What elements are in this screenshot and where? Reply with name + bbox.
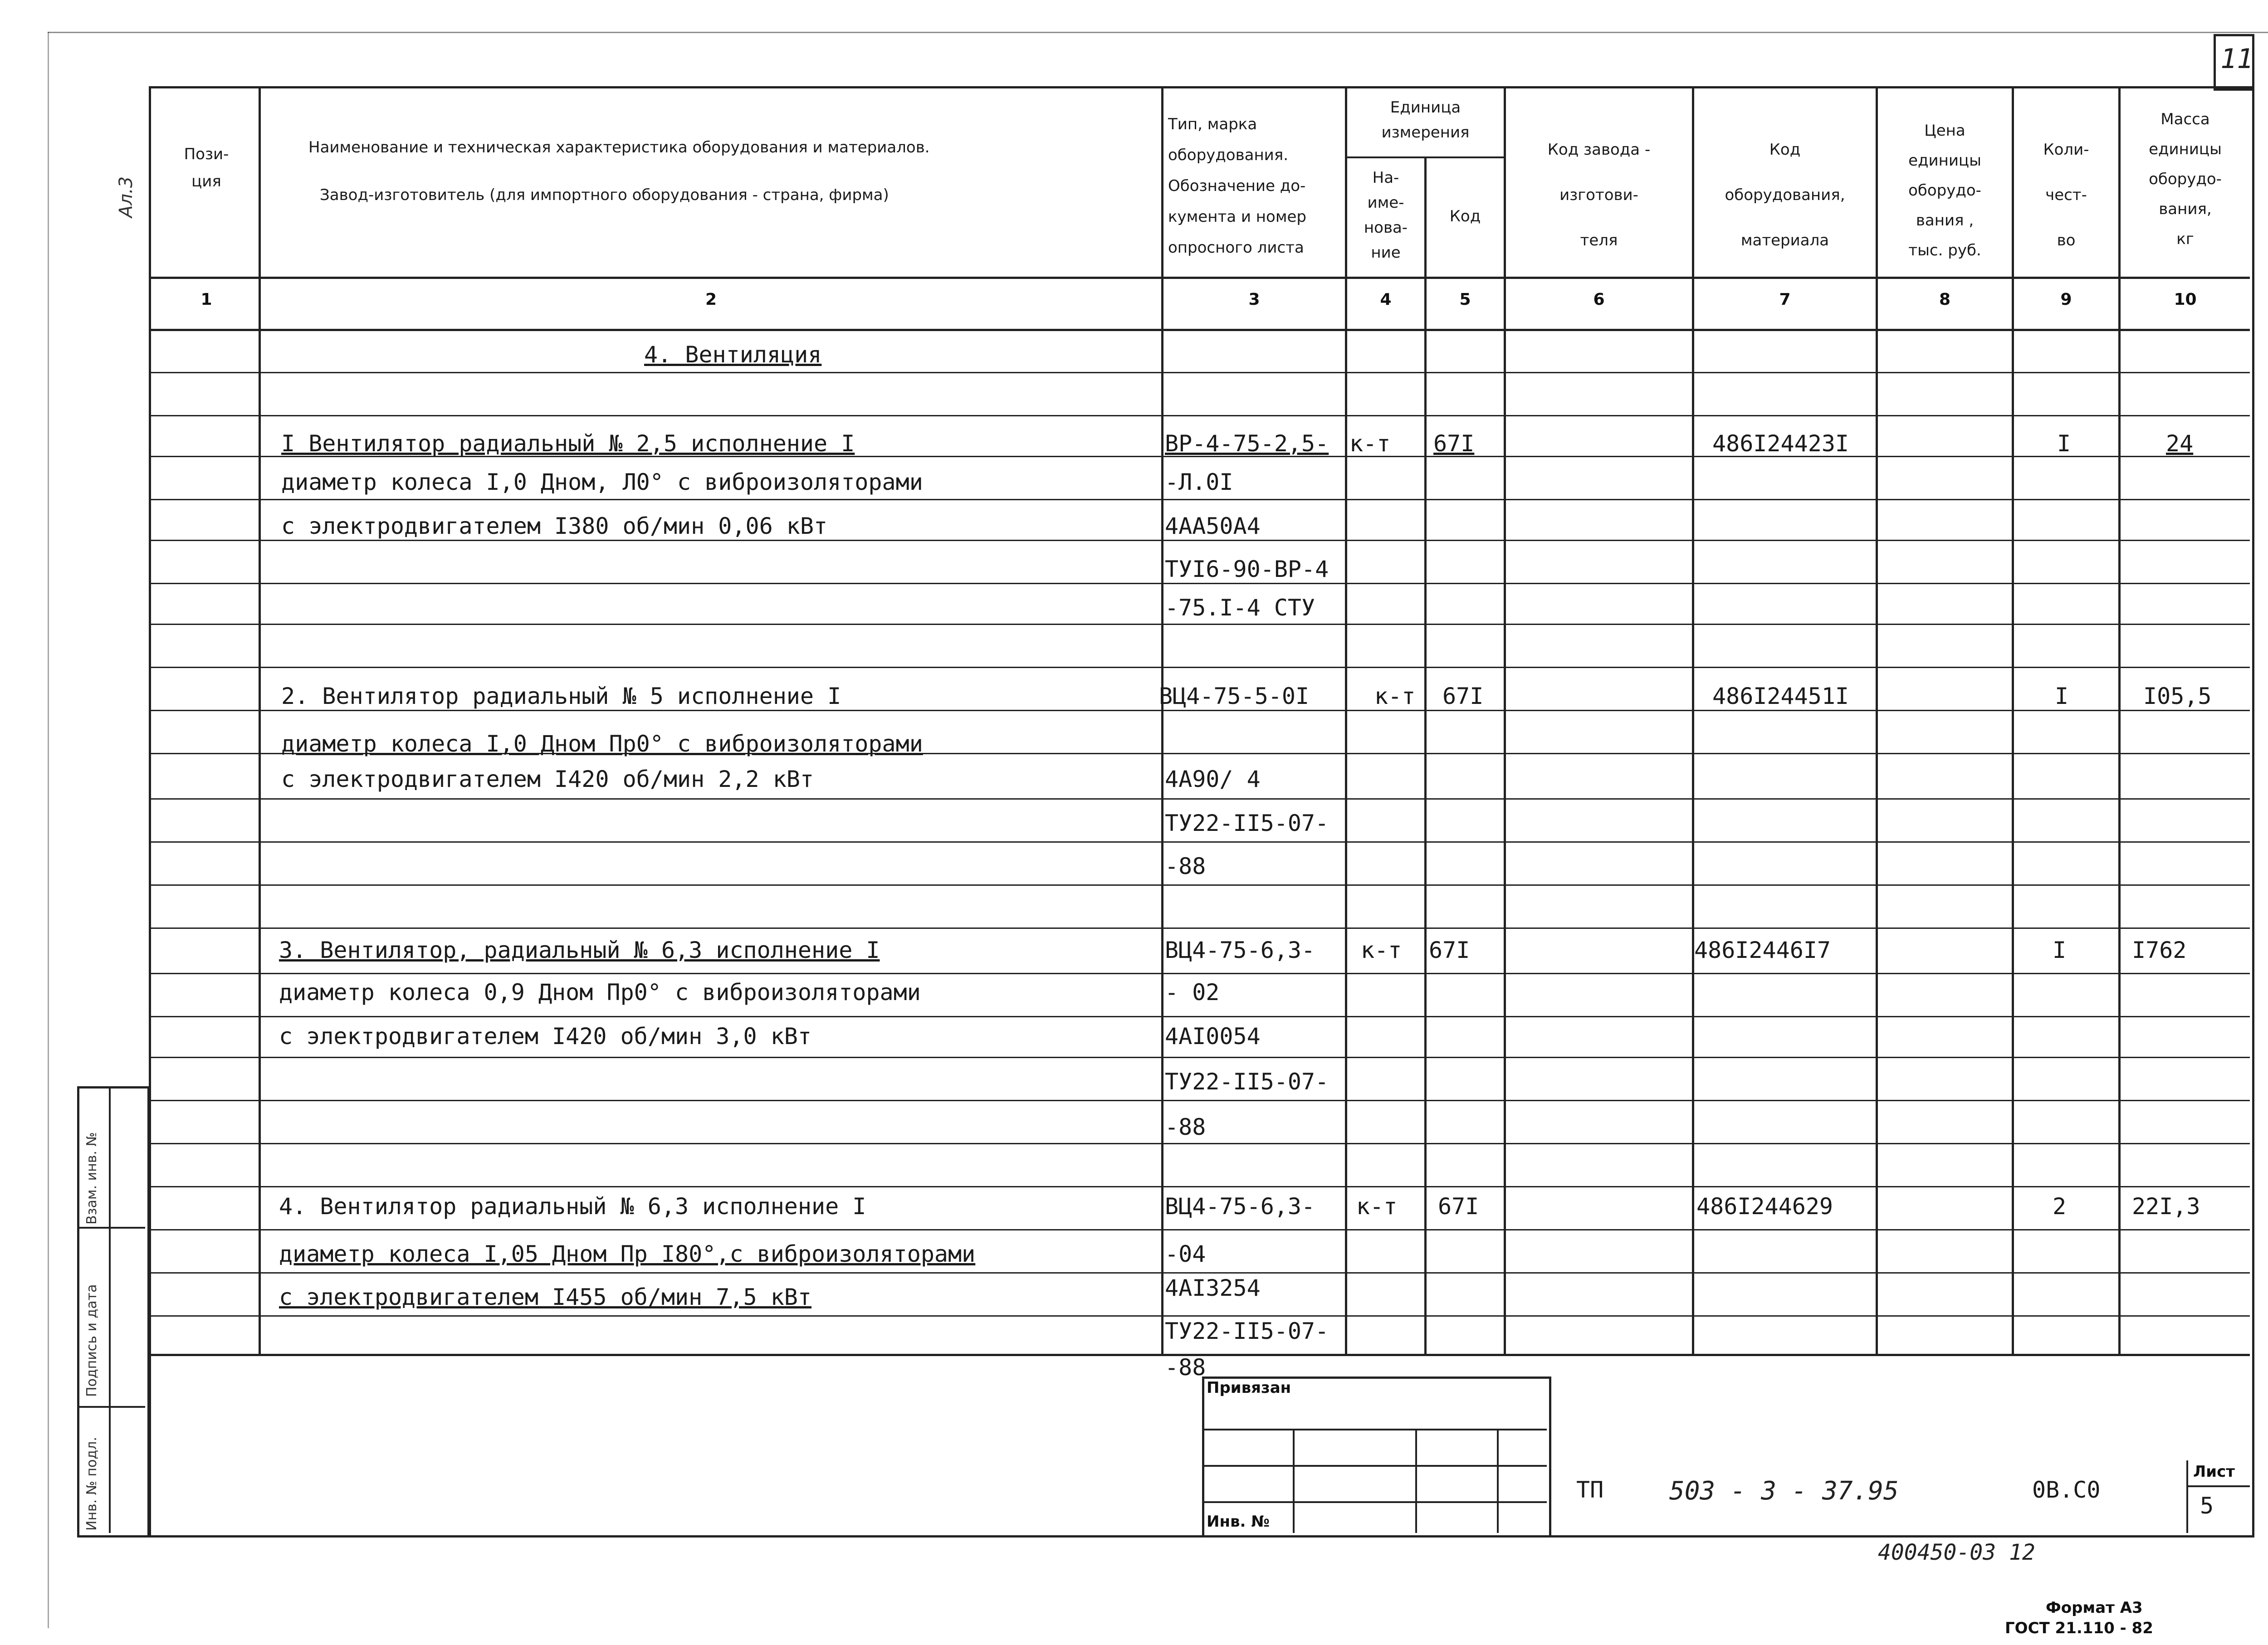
row-separator [149, 1272, 2250, 1274]
item-unit: к-т [1356, 1193, 1398, 1220]
item-type-line: 4АI3254 [1165, 1275, 1261, 1301]
item-type-line: -88 [1165, 1354, 1206, 1381]
item-text-line: с электродвигателем I420 об/мин 3,0 кВт [279, 1023, 811, 1049]
header-col7: Код оборудования, материала [1725, 141, 1845, 249]
item-type-line: ТУ22-II5-07- [1165, 1318, 1329, 1344]
row-separator [149, 710, 2250, 711]
header-col2-line2: Завод-изготовитель (для импортного оборудования - страна, фирма) [320, 186, 889, 204]
item-text-line: 4. Вентилятор радиальный № 6,3 исполнение I [279, 1193, 866, 1220]
header-unit-group: Единица измерения [1381, 98, 1470, 142]
item-qty: I [2055, 683, 2069, 709]
item-text-line: I Вентилятор радиальный № 2,5 исполнение I [281, 430, 855, 457]
format-label: Формат А3 [2046, 1599, 2143, 1617]
side-label-top: Ал.3 [116, 176, 137, 218]
side-stamp-sep2 [77, 1406, 145, 1408]
row-separator [149, 927, 2250, 929]
stamp-doc-number: 503 - 3 - 37.95 [1669, 1476, 1899, 1506]
row-separator [149, 1016, 2250, 1017]
item-type-line: -Л.0I [1165, 469, 1233, 495]
top-edge [48, 32, 2268, 33]
item-type-line: -75.I-4 СТУ [1165, 595, 1315, 621]
column-number-10: 10 [2174, 290, 2197, 309]
header-col10: Масса единицы оборудо- вания, кг [2149, 110, 2222, 248]
item-qty: I [2053, 937, 2067, 963]
item-unit-code: 67I [1429, 937, 1470, 963]
item-type-line: -88 [1165, 1114, 1206, 1140]
column-number-5: 5 [1459, 290, 1471, 309]
column-number-9: 9 [2060, 290, 2072, 309]
item-text-line: с электродвигателем I420 об/мин 2,2 кВт [281, 766, 814, 792]
stamp-sheet-number: 5 [2200, 1493, 2214, 1519]
column-number-2: 2 [705, 290, 717, 309]
stamp-mark: 0В.С0 [2032, 1477, 2101, 1503]
header-col1: Пози- ция [184, 145, 229, 190]
item-type-line: -04 [1165, 1241, 1206, 1267]
side-label-inv-podl: Инв. № подл. [84, 1437, 100, 1531]
row-separator [149, 667, 2250, 668]
item-unit-code: 67I [1438, 1193, 1479, 1220]
column-number-8: 8 [1939, 290, 1951, 309]
row-separator [149, 798, 2250, 800]
binding-line [48, 32, 49, 1628]
header-col6: Код завода - изготови- теля [1547, 141, 1651, 249]
header-col3: Тип, марка оборудования. Обозначение до- кумента и номер опросного листа [1168, 115, 1306, 257]
side-stamp-divider [109, 1086, 111, 1533]
column-number-4: 4 [1380, 290, 1392, 309]
side-label-inv-zam: Взам. инв. № [84, 1132, 100, 1225]
stamp-sheet-label: Лист [2193, 1463, 2235, 1481]
row-separator [149, 415, 2250, 416]
side-label-sign-date: Подпись и дата [84, 1284, 100, 1397]
row-separator [149, 1229, 2250, 1230]
item-text-line: диаметр колеса I,0 Дном, Л0° с виброизоляторами [281, 469, 923, 495]
header-col2-line1: Наименование и техническая характеристика оборудования и материалов. [308, 138, 930, 156]
item-equip-code: 486I24423I [1712, 430, 1849, 457]
row-separator [149, 1100, 2250, 1101]
item-unit: к-т [1349, 430, 1391, 457]
header-col9: Коли- чест- во [2043, 141, 2089, 249]
row-separator [149, 499, 2250, 500]
row-separator [149, 884, 2250, 886]
item-text-line: диаметр колеса 0,9 Дном Пр0° с виброизоляторами [279, 979, 921, 1006]
stamp-tp: ТП [1576, 1477, 1604, 1503]
item-type-line: -88 [1165, 853, 1206, 879]
item-type-line: ТУI6-90-ВР-4 [1165, 556, 1329, 582]
row-separator [149, 1186, 2250, 1187]
item-type-line: - 02 [1165, 979, 1220, 1006]
item-type-line: ВЦ4-75-6,3- [1165, 937, 1315, 963]
row-separator [149, 540, 2250, 541]
item-text-line: 2. Вентилятор радиальный № 5 исполнение I [281, 683, 841, 709]
item-unit-code: 67I [1442, 683, 1484, 709]
item-type-line: 4А90/ 4 [1165, 766, 1261, 792]
item-text-line: диаметр колеса I,0 Дном Пр0° с виброизоляторами [281, 731, 923, 757]
item-unit-code: 67I [1433, 430, 1475, 457]
column-number-6: 6 [1593, 290, 1605, 309]
item-text-line: с электродвигателем I380 об/мин 0,06 кВт [281, 513, 828, 539]
row-separator [149, 372, 2250, 373]
row-separator [149, 841, 2250, 843]
item-type-line: 4АI0054 [1165, 1023, 1261, 1049]
item-type-line: ВЦ4-75-5-0I [1159, 683, 1310, 709]
row-separator [149, 973, 2250, 974]
item-type-line: ТУ22-II5-07- [1165, 1069, 1329, 1095]
column-number-7: 7 [1779, 290, 1791, 309]
item-type-line: 4АА50А4 [1165, 513, 1261, 539]
item-type-line: ТУ22-II5-07- [1165, 810, 1329, 836]
item-mass: 22I,3 [2132, 1193, 2200, 1220]
column-number-1: 1 [200, 290, 212, 309]
item-type-line: ВР-4-75-2,5- [1165, 430, 1329, 457]
gost-label: ГОСТ 21.110 - 82 [2005, 1619, 2153, 1637]
stamp-privyazan: Привязан [1207, 1379, 1291, 1397]
header-col5: Код [1449, 207, 1481, 225]
header-col8: Цена единицы оборудо- вания , тыс. руб. [1908, 122, 1981, 259]
header-col4: На- име- нова- ние [1364, 169, 1408, 262]
side-stamp-sep1 [77, 1227, 145, 1229]
item-mass: I05,5 [2143, 683, 2212, 709]
archive-number: 400450-03 12 [1878, 1540, 2035, 1565]
item-mass: 24 [2166, 430, 2194, 457]
item-unit: к-т [1361, 937, 1402, 963]
item-qty: I [2057, 430, 2071, 457]
item-text-line: 3. Вентилятор, радиальный № 6,3 исполнение I [279, 937, 880, 963]
row-separator [149, 1315, 2250, 1317]
column-number-3: 3 [1248, 290, 1260, 309]
row-separator [149, 624, 2250, 625]
item-mass: I762 [2132, 937, 2187, 963]
item-text-line: с электродвигателем I455 об/мин 7,5 кВт [279, 1284, 811, 1310]
item-text-line: диаметр колеса I,05 Дном Пр I80°,с виброизоляторами [279, 1241, 976, 1267]
row-separator [149, 583, 2250, 584]
item-unit: к-т [1374, 683, 1416, 709]
page-number-handwritten: 11 [2220, 43, 2253, 75]
item-equip-code: 486I24451I [1712, 683, 1849, 709]
section-title: 4. Вентиляция [644, 342, 822, 368]
item-equip-code: 486I244629 [1696, 1193, 1833, 1220]
stamp-inv-no: Инв. № [1207, 1513, 1270, 1531]
item-equip-code: 486I2446I7 [1694, 937, 1831, 963]
row-separator [149, 1057, 2250, 1058]
item-type-line: ВЦ4-75-6,3- [1165, 1193, 1315, 1220]
item-qty: 2 [2053, 1193, 2067, 1220]
row-separator [149, 1143, 2250, 1144]
